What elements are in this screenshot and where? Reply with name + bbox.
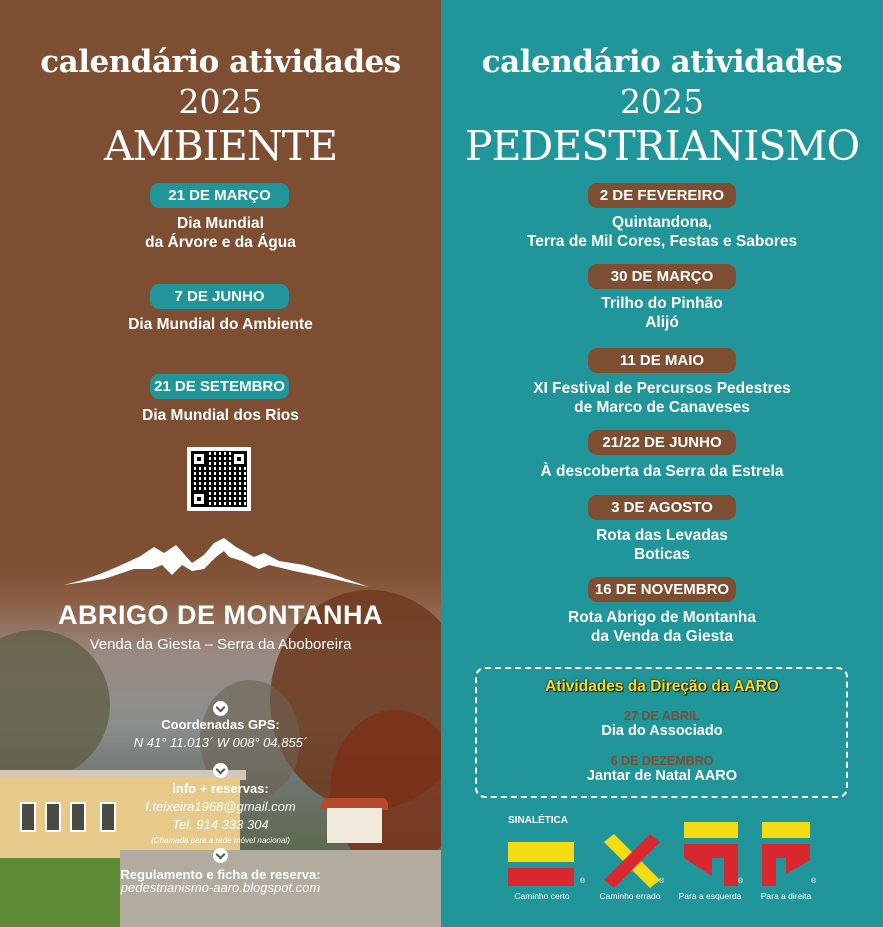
event-desc: Rota das Levadas Boticas [596, 527, 728, 563]
event-desc: À descoberta da Serra da Estrela [540, 463, 784, 480]
aaro-label: Dia do Associado [601, 723, 723, 739]
event-desc: Quintandona, Terra de Mil Cores, Festas e Sabores [526, 214, 798, 250]
event-date-pill: 21 DE SETEMBRO [150, 374, 289, 399]
wrong-path-icon [604, 834, 660, 888]
event-date-pill: 21 DE MARÇO [150, 183, 289, 208]
right-header-title: PEDESTRIANISMO [464, 122, 860, 170]
event-desc: Dia Mundial do Ambiente [128, 316, 313, 333]
brand-title: ABRIGO DE MONTANHA [58, 600, 383, 630]
signage-legend: SINALÉTICA ® Caminho certo ® Caminho errado ® Para a esquerda ® Para a direita [494, 812, 824, 912]
pedestrianismo-panel [441, 0, 883, 927]
aaro-date: 6 DE DEZEMBRO [610, 754, 714, 768]
aaro-label: Jantar de Natal AARO [586, 768, 738, 784]
right-header-year: 2025 [620, 82, 704, 121]
aaro-title: Atividades da Direção da AARO [545, 678, 779, 695]
contact-label: info + reservas: [172, 781, 269, 796]
regulation-label: Regulamento e ficha de reserva: [120, 867, 321, 882]
event-date-pill: 11 DE MAIO [588, 348, 736, 373]
signage-title: SINALÉTICA [508, 815, 568, 826]
chevron-down-icon [213, 701, 228, 716]
event-date-pill: 21/22 DE JUNHO [588, 430, 736, 455]
right-header-line1: calendário atividades [481, 44, 843, 80]
turn-left-icon [684, 822, 740, 888]
chevron-down-icon [213, 763, 228, 778]
event-date-pill: 16 DE NOVEMBRO [588, 577, 736, 602]
event-date-pill: 7 DE JUNHO [150, 284, 289, 309]
event-desc: Dia Mundial dos Rios [142, 407, 299, 424]
event-desc: XI Festival de Percursos Pedestres de Marco de Canaveses [533, 380, 791, 416]
left-header-line1: calendário atividades [40, 44, 401, 80]
event-desc: Dia Mundial da Árvore e da Água [145, 215, 296, 251]
sign-label: Para a direita [760, 891, 812, 901]
sign-label: Caminho certo [514, 891, 570, 901]
contact-email[interactable]: f.teixeira1968@gmail.com [145, 799, 296, 814]
aaro-date: 27 DE ABRIL [624, 709, 700, 723]
qr-code[interactable] [187, 447, 251, 511]
event-date-pill: 3 DE AGOSTO [588, 495, 736, 520]
contact-phone[interactable]: Tel. 914 333 304 [172, 817, 269, 832]
gps-label: Coordenadas GPS: [161, 717, 280, 732]
regulation-url[interactable]: pedestrianismo-aaro.blogspot.com [120, 880, 321, 895]
contact-note: (Chamada para a rede móvel nacional) [151, 836, 290, 845]
left-header-year: 2025 [178, 82, 263, 121]
left-header-title: AMBIENTE [104, 122, 337, 170]
gps-value: N 41° 11.013´ W 008° 04.855´ [133, 735, 308, 750]
event-desc: Trilho do Pinhão Alijó [601, 295, 723, 331]
correct-path-icon [508, 842, 576, 888]
sign-label: Caminho errado [599, 891, 661, 901]
chevron-down-icon [213, 848, 228, 863]
event-date-pill: 2 DE FEVEREIRO [588, 183, 736, 208]
mountain-logo-icon [64, 535, 374, 591]
turn-right-icon [762, 822, 812, 888]
sign-label: Para a esquerda [678, 891, 742, 901]
brand-subtitle: Venda da Giesta – Serra da Aboboreira [89, 636, 352, 653]
event-desc: Rota Abrigo de Montanha da Venda da Giesta [568, 609, 756, 645]
ambiente-panel [0, 0, 441, 927]
event-date-pill: 30 DE MARÇO [588, 264, 736, 289]
